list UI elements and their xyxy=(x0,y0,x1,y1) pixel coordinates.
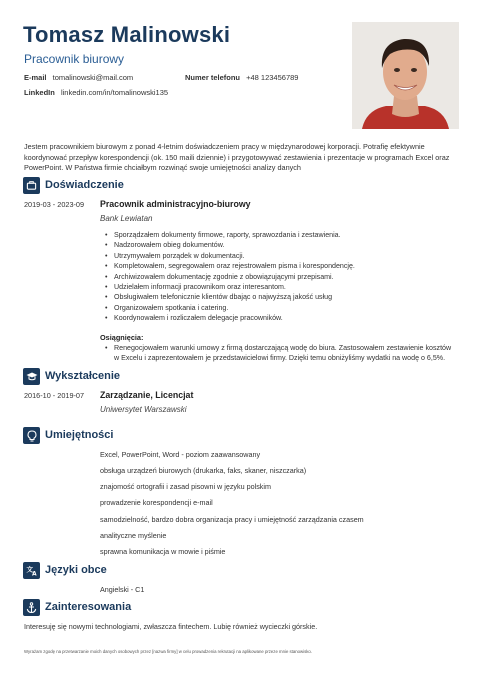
languages-heading: Języki obce xyxy=(45,564,107,576)
svg-text:文: 文 xyxy=(26,565,33,574)
portrait-image xyxy=(352,22,459,129)
briefcase-icon xyxy=(23,177,40,194)
gdpr-consent-clause: Wyrażam zgodę na przetwarzanie moich danych osobowych przez [nazwa firmy] w celu prowadzenia rekrutacji na aplikowane przeze mnie stanowisko. xyxy=(24,649,312,654)
linkedin-value[interactable]: linkedin.com/in/tomalinowski135 xyxy=(60,88,169,97)
profile-summary: Jestem pracownikiem biurowym z ponad 4-letnim doświadczeniem pracy w międzynarodowej korporacji. Potrafię efektywnie koordynować przepływ korespondencji (ok. 150 maili dziennie) i przygotowywać zestawienia i prezentacje w programach Excel oraz PowerPoint. W Państwa firmie chciałbym rozwinąć swoje umiejętności analizy danych xyxy=(24,142,450,172)
lightbulb-icon xyxy=(23,427,40,444)
achievement-line: w Excelu i zaprezentowałem je przedstawicielowi firmy. Dzięki temu obniżyliśmy wydatki na wodę o 6,5%. xyxy=(114,354,446,363)
achievements-list xyxy=(100,343,474,364)
list-item: • Koordynowałem i rozliczałem delegacje pracowników. xyxy=(109,313,469,323)
list-item: • Kompletowałem, segregowałem oraz rejestrowałem pisma i korespondencję. xyxy=(109,261,469,271)
email-label: E-mail xyxy=(24,73,47,82)
education-date: 2016-10 - 2019-07 xyxy=(24,391,85,400)
candidate-name: Tomasz Malinowski xyxy=(23,22,231,47)
anchor-icon xyxy=(23,599,40,616)
list-item: • Archiwizowałem dokumentację zgodnie z obowiązującymi przepisami. xyxy=(109,272,469,282)
skill-item: sprawna komunikacja w mowie i piśmie xyxy=(100,547,226,556)
experience-role: Pracownik administracyjno-biurowy xyxy=(100,199,251,209)
skill-item: Excel, PowerPoint, Word - poziom zaawansowany xyxy=(100,450,261,459)
email-value[interactable]: tomalinowski@mail.com xyxy=(52,73,134,82)
education-heading: Wykształcenie xyxy=(45,370,121,382)
achievement-line: Renegocjowałem warunki umowy z firmą dostarczającą wodę do biura. Zastosowałem zestawienie kosztów xyxy=(114,344,452,352)
skill-item: prowadzenie korespondencji e-mail xyxy=(100,498,213,507)
list-item: • Sporządzałem dokumenty firmowe, raporty, sprawozdania i zestawienia. xyxy=(109,230,469,240)
list-item: • Udzielałem informacji pracownikom oraz interesantom. xyxy=(109,282,469,292)
linkedin-row xyxy=(24,88,168,97)
education-degree: Zarządzanie, Licencjat xyxy=(100,390,194,400)
skill-item: znajomość ortografii i zasad pisowni w języku polskim xyxy=(100,482,271,491)
language-item: Angielski - C1 xyxy=(100,585,145,594)
experience-heading: Doświadczenie xyxy=(45,179,124,191)
list-item: • Organizowałem spotkania i catering. xyxy=(109,303,469,313)
list-item: • Utrzymywałem porządek w dokumentacji. xyxy=(109,251,469,261)
list-item: • Obsługiwałem telefonicznie klientów dbając o najwyższą jakość usług xyxy=(109,292,469,302)
achievements-label: Osiągnięcia: xyxy=(100,333,144,342)
experience-date: 2019-03 - 2023-09 xyxy=(24,200,85,209)
skill-item: obsługa urządzeń biurowych (drukarka, faks, skaner, niszczarka) xyxy=(100,466,307,475)
list-item xyxy=(109,343,474,364)
translate-icon xyxy=(23,562,40,579)
svg-text:A: A xyxy=(31,570,37,576)
skills-heading: Umiejętności xyxy=(45,429,114,441)
skill-item: samodzielność, bardzo dobra organizacja pracy i umiejętność zarządzania czasem xyxy=(100,515,364,524)
interests-heading: Zainteresowania xyxy=(45,601,132,613)
linkedin-label: LinkedIn xyxy=(24,88,55,97)
graduation-cap-icon xyxy=(23,368,40,385)
email-row xyxy=(24,73,133,82)
interests-text: Interesuję się nowymi technologiami, zwłaszcza fintechem. Lubię również wycieczki górskie. xyxy=(24,622,318,631)
job-title: Pracownik biurowy xyxy=(24,52,125,66)
education-school: Uniwersytet Warszawski xyxy=(100,405,187,414)
phone-row xyxy=(185,73,298,82)
experience-duties xyxy=(100,230,469,324)
phone-label: Numer telefonu xyxy=(185,73,241,82)
skill-item: analityczne myślenie xyxy=(100,531,167,540)
profile-photo xyxy=(352,22,459,129)
experience-company: Bank Lewiatan xyxy=(100,214,153,223)
phone-value[interactable]: +48 123456789 xyxy=(246,73,299,82)
list-item: • Nadzorowałem obieg dokumentów. xyxy=(109,240,469,250)
